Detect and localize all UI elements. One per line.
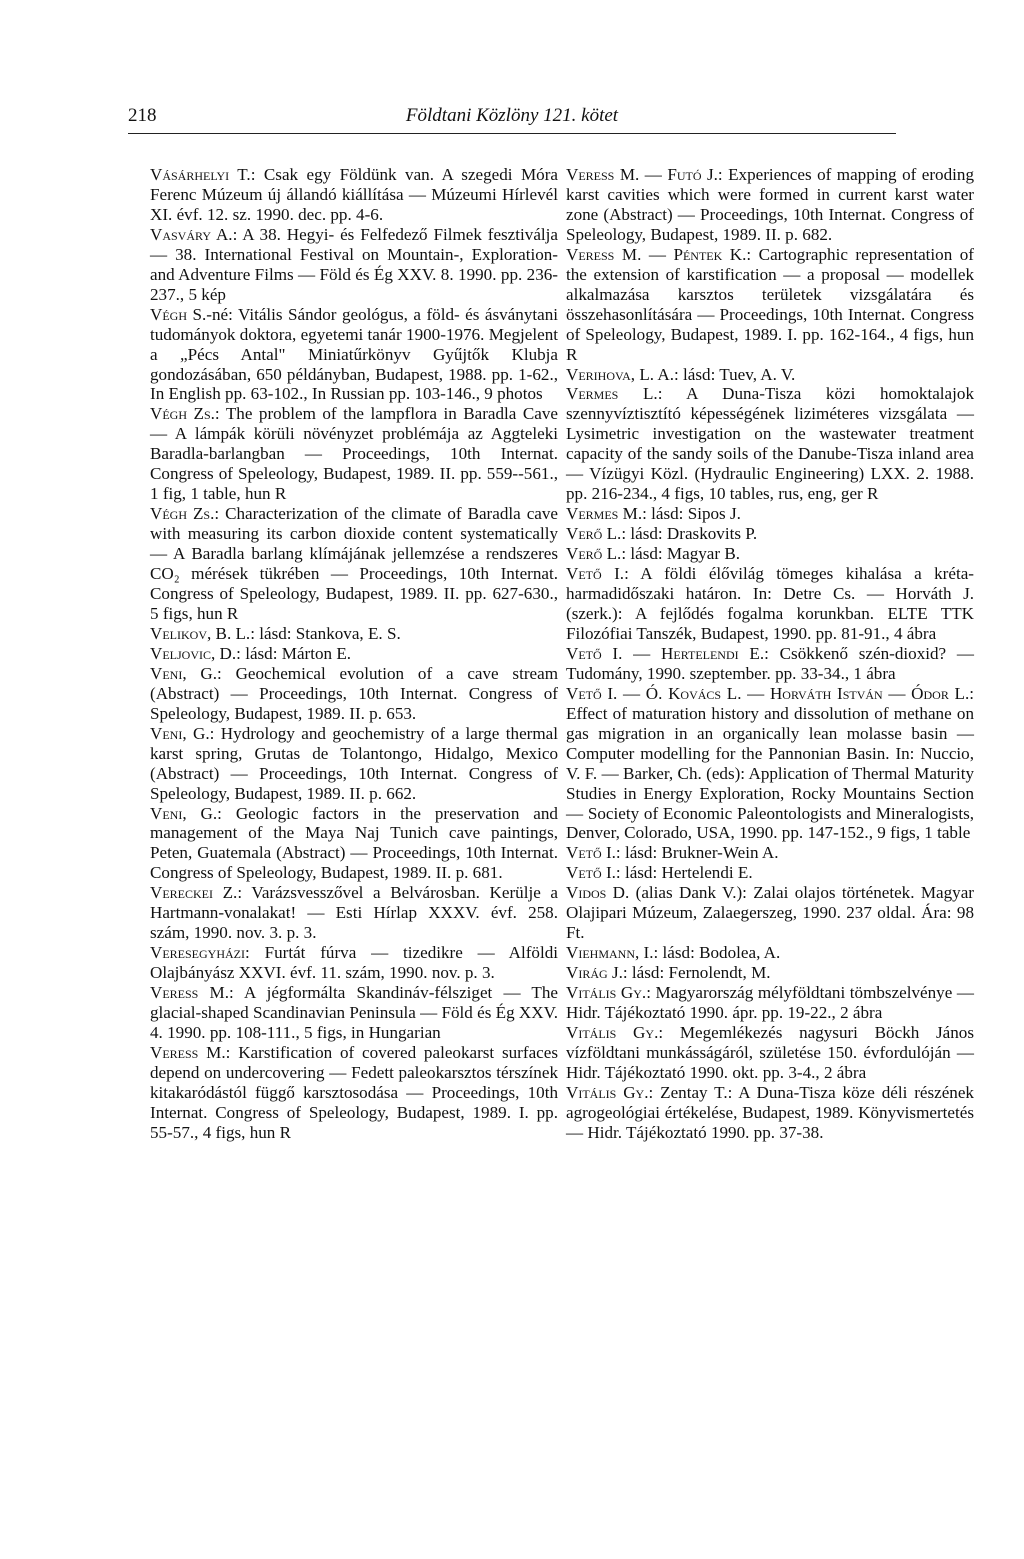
bibliography-entry bbox=[566, 983, 974, 1023]
entry-text: : Cartographic representation of the extension of karstification — a proposal — modellek alkalmazása karsztos területek vizsgálatára és összehasonlítására — Proceedings, 10th Internat. Congress of Speleology, Budapest, 1989. I. pp. 162-164., 4 figs, hun R bbox=[566, 244, 974, 364]
entry-author: Vitális Gy. bbox=[566, 983, 647, 1003]
entry-author: Verő L. bbox=[566, 524, 622, 544]
entry-author: Vető I. bbox=[566, 564, 625, 584]
entry-author: Vereckei Z. bbox=[150, 883, 238, 903]
entry-author: Veress M. — Péntek K. bbox=[566, 244, 747, 264]
entry-text: : Hydrology and geochemistry of a large thermal karst spring, Grutas de Tolantongo, Hidalgo, Mexico (Abstract) — Proceedings, 10th Internat. Congress of Speleology, Budapest, 1989. II. p. 662. bbox=[150, 723, 558, 803]
bibliography-entry bbox=[150, 724, 558, 804]
bibliography-entry bbox=[150, 664, 558, 724]
entry-text: : A 38. Hegyi- és Felfedező Filmek fesztiválja — 38. International Festival on Mountain-, Exploration- and Adventure Films — Föld és Ég XXV. 8. 1990. pp. 236-237., 5 kép bbox=[150, 224, 558, 304]
bibliography-entry bbox=[566, 564, 974, 644]
entry-text: : lásd: Draskovits P. bbox=[621, 524, 758, 544]
left-column bbox=[150, 165, 558, 1143]
bibliography-entry bbox=[566, 883, 974, 943]
entry-text: : lásd: Magyar B. bbox=[621, 544, 741, 564]
entry-text: : Varázsvesszővel a Belvárosban. Kerülje a Hartmann-vonalakat! — Esti Hírlap XXXV. évf. 258. szám, 1990. nov. 3. p. 3. bbox=[150, 883, 559, 943]
entry-text: : lásd: Tuev, A. V. bbox=[674, 364, 796, 384]
bibliography-entry bbox=[566, 863, 974, 883]
bibliography-entry bbox=[566, 943, 974, 963]
bibliography-entry bbox=[150, 305, 558, 405]
entry-author: Vető I. — Ó. Kovács L. — Horváth István — Ódor L. bbox=[566, 683, 970, 703]
entry-text: : Csökkenő szén-dioxid? — Tudomány, 1990. szeptember. pp. 33-34., 1 ábra bbox=[566, 643, 974, 683]
entry-author: Vető I. — Hertelendi E. bbox=[566, 643, 765, 663]
entry-text: : lásd: Stankova, E. S. bbox=[250, 623, 401, 643]
bibliography-entry bbox=[566, 963, 974, 983]
entry-author: Vető I. bbox=[566, 843, 616, 863]
entry-author: Verihova, L. A. bbox=[566, 364, 675, 384]
bibliography-entry bbox=[566, 544, 974, 564]
entry-author: Verő L. bbox=[566, 544, 622, 564]
entry-text: : Megemlékezés nagysuri Böckh János vízföldtani munkásságáról, születése 150. évfordulóján — Hidr. Tájékoztató 1990. okt. pp. 3-4., 2 ábra bbox=[566, 1022, 974, 1082]
entry-text: : lásd: Márton E. bbox=[236, 643, 352, 663]
bibliography-entry bbox=[566, 384, 974, 504]
entry-author: Vermes M. bbox=[566, 504, 643, 524]
entry-text: : Effect of maturation history and dissolution of methane on gas migration in an organically lean molasse basin — Computer modelling for the Pannonian Basin. In: Nuccio, V. F. — Barker, Ch. (eds): Application of Thermal Maturity Studies in Energy Exploration, Rocky Mountains Section — Society of Economic Paleontologists and Mineralogists, Denver, Colorado, USA, 1990. pp. 147-152., 9 figs, 1 table bbox=[566, 683, 974, 843]
entry-author: Veljovic, D. bbox=[150, 643, 237, 663]
entry-author: Veress M. — Futó J. bbox=[566, 165, 718, 184]
entry-text: : Experiences of mapping of eroding karst cavities which were formed in current karst water zone (Abstract) — Proceedings, 10th Internat. Congress of Speleology, Budapest, 1989. II. p. 682. bbox=[566, 165, 974, 244]
entry-text: : Magyarország mélyföldtani tömbszelvénye — Hidr. Tájékoztató 1990. ápr. pp. 19-22., 2 ábra bbox=[566, 983, 974, 1023]
right-column bbox=[566, 165, 974, 1143]
entry-text: : Zentay T.: A Duna-Tisza köze déli részének agrogeológiai értékelése, Budapest, 1989. Könyvismertetés — Hidr. Tájékoztató 1990. pp. 37-38. bbox=[566, 1082, 974, 1142]
bibliography-entry bbox=[566, 684, 974, 844]
bibliography-entry bbox=[566, 504, 974, 524]
entry-author: Viehmann, I. bbox=[566, 943, 654, 963]
page-number: 218 bbox=[128, 105, 157, 126]
entry-text: : Csak egy Földünk van. A szegedi Móra Ferenc Múzeum új állandó kiállítása — Múzeumi Hírlevél XI. évf. 12. sz. 1990. dec. pp. 4-6. bbox=[150, 165, 559, 224]
entry-author: Veni, G. bbox=[150, 723, 210, 743]
entry-text: (alias Dank V.): Zalai olajos történetek. Magyar Olajipari Múzeum, Zalaegerszeg, 1990. 237 oldal. Ára: 98 Ft. bbox=[566, 883, 974, 943]
entry-text: : lásd: Hertelendi E. bbox=[615, 863, 753, 883]
entry-author: Veresegyházi bbox=[150, 943, 246, 963]
entry-author: Velikov, B. L. bbox=[150, 623, 251, 643]
entry-author: Végh Zs. bbox=[150, 404, 215, 424]
entry-author: Veni, G. bbox=[150, 663, 218, 683]
entry-author: Vásárhelyi T. bbox=[150, 165, 251, 184]
bibliography-entry bbox=[150, 943, 558, 983]
entry-text: : Geologic factors in the preservation and management of the Maya Naj Tunich cave paintings, Peten, Guatemala (Abstract) — Proceedings, 10th Internat. Congress of Speleology, Budapest, 1989. II. p. 681. bbox=[150, 803, 558, 883]
entry-author: Vető I. bbox=[566, 863, 616, 883]
bibliography-entry bbox=[566, 365, 974, 385]
bibliography-entry bbox=[150, 404, 558, 504]
entry-author: Veni, G. bbox=[150, 803, 218, 823]
bibliography-entry bbox=[150, 883, 558, 943]
bibliography-entry bbox=[150, 804, 558, 884]
header-rule bbox=[128, 133, 896, 134]
entry-author: Végh Zs. bbox=[150, 504, 215, 524]
entry-text: : Geochemical evolution of a cave stream (Abstract) — Proceedings, 10th Internat. Congress of Speleology, Budapest, 1989. II. p. 653. bbox=[150, 663, 558, 723]
bibliography-entry bbox=[150, 624, 558, 644]
entry-text: : Furtát fúrva — tizedikre — Alföldi Olajbányász XXVI. évf. 11. szám, 1990. nov. p. 3. bbox=[150, 943, 558, 983]
entry-author: Veress M. bbox=[150, 1042, 226, 1062]
entry-text: : A jégformálta Skandináv-félsziget — The glacial-shaped Scandinavian Peninsula — Föld és Ég XXV. 4. 1990. pp. 108-111., 5 figs, in Hungarian bbox=[150, 983, 558, 1042]
entry-text: : lásd: Sipos J. bbox=[642, 504, 741, 524]
bibliography-entry bbox=[566, 165, 974, 245]
bibliography-entry bbox=[150, 165, 558, 225]
bibliography-entry bbox=[150, 644, 558, 664]
entry-text: -né: Vitális Sándor geológus, a föld- és ásványtani tudományok doktora, egyetemi tanár 1900-1976. Megjelent a „Pécs Antal" Miniatűrkönyv Gyűjtők Klubja gondozásában, 650 példányban, Budapest, 1988. pp. 1-62., In English pp. 63-102., In Russian pp. 103-146., 9 photos bbox=[150, 304, 558, 404]
entry-author: Vitális Gy. bbox=[566, 1022, 659, 1042]
bibliography-entry bbox=[150, 504, 558, 624]
entry-author: Virág J. bbox=[566, 963, 623, 983]
entry-text: : Karstification of covered paleokarst surfaces depend on undercovering — Fedett paleokarsztos térszínek kitakaródástól függő karsztosodása — Proceedings, 10th Internat. Congress of Speleology, Budapest, 1989. I. pp. 55-57., 4 figs, hun R bbox=[150, 1042, 558, 1142]
entry-text: : Characterization of the climate of Baradla cave with measuring its carbon dioxide content systematically — A Baradla barlang klímájának jellemzése a rendszeres CO₂ mérések tükrében — Proceedings, 10th Internat. Congress of Speleology, Budapest, 1989. II. pp. 627-630., 5 figs, hun R bbox=[150, 504, 559, 623]
entry-author: Vidos D. bbox=[566, 883, 630, 903]
bibliography-entry bbox=[566, 843, 974, 863]
entry-author: Vasváry A. bbox=[150, 224, 233, 244]
entry-text: : The problem of the lampflora in Baradla Cave — A lámpák körüli növényzet problémája az Aggteleki Baradla-barlangban — Proceedings, 10th Internat. Congress of Speleology, Budapest, 1989. II. pp. 559--561., 1 fig, 1 table, hun R bbox=[150, 404, 559, 504]
running-title: Földtani Közlöny 121. kötet bbox=[405, 105, 619, 126]
bibliography-entry bbox=[150, 225, 558, 305]
bibliography-entry bbox=[566, 524, 974, 544]
bibliography-entry bbox=[566, 644, 974, 684]
entry-text: : lásd: Fernolendt, M. bbox=[622, 963, 771, 983]
bibliography-entry bbox=[566, 245, 974, 365]
bibliography-entry bbox=[150, 983, 558, 1043]
page-header bbox=[128, 99, 896, 133]
bibliography-entry bbox=[566, 1023, 974, 1083]
entry-text: : A Duna-Tisza közi homoktalajok szennyvíztisztító képességének liziméteres vizsgálata — Lysimetric investigation on the wastewater treatment capacity of the sandy soils of the Danube-Tisza inland area — Vízügyi Közl. (Hydraulic Engineering) LXX. 2. 1988. pp. 216-234., 4 figs, 10 tables, rus, eng, ger R bbox=[566, 384, 974, 504]
entry-author: Vermes L. bbox=[566, 384, 658, 404]
entry-text: : lásd: Bodolea, A. bbox=[653, 943, 781, 963]
entry-text: : lásd: Brukner-Wein A. bbox=[615, 843, 779, 863]
entry-author: Végh S. bbox=[150, 304, 207, 324]
entry-text: : A földi élővilág tömeges kihalása a kréta-harmadidőszaki határon. In: Detre Cs. — Horváth J. (szerk.): A fejlődés fogalma korunkban. ELTE TTK Filozófiai Tanszék, Budapest, 1990. pp. 81-91., 4 ábra bbox=[566, 564, 974, 643]
bibliography-entry bbox=[150, 1043, 558, 1143]
bibliography-entry bbox=[566, 1083, 974, 1143]
entry-author: Veress M. bbox=[150, 983, 230, 1003]
entry-author: Vitális Gy. bbox=[566, 1082, 649, 1102]
